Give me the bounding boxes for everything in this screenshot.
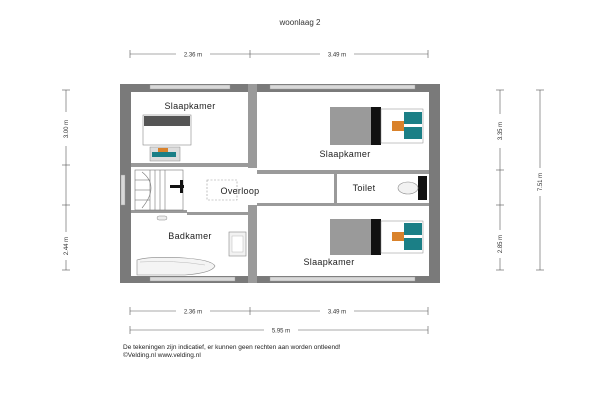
- room-label-slaapkamer-1: Slaapkamer: [164, 101, 216, 111]
- dim-bottom-total: 5.95 m: [271, 328, 291, 335]
- dim-top-right: 3.49 m: [327, 52, 347, 59]
- dim-right-upper: 3.35 m: [498, 121, 505, 141]
- dim-right-total: 7.51 m: [538, 172, 545, 192]
- dim-left-upper: 3.00 m: [64, 119, 71, 139]
- disclaimer-line-1: De tekeningen zijn indicatief, er kunnen geen rechten aan worden ontleend!: [123, 344, 341, 351]
- dim-left-lower: 2.44 m: [64, 236, 71, 256]
- floor-title: woonlaag 2: [279, 18, 321, 27]
- disclaimer-line-2: ©Velding.nl www.velding.nl: [123, 352, 201, 359]
- dim-bottom-right: 3.49 m: [327, 309, 347, 316]
- sink-icon: [229, 232, 246, 256]
- room-label-toilet: Toilet: [352, 183, 376, 193]
- dim-right-lower: 2.85 m: [498, 234, 505, 254]
- dim-top-left: 2.36 m: [183, 52, 203, 59]
- room-label-overloop: Overloop: [220, 186, 260, 196]
- dim-bottom-left: 2.36 m: [183, 309, 203, 316]
- room-label-slaapkamer-3: Slaapkamer: [303, 257, 355, 267]
- room-label-slaapkamer-2: Slaapkamer: [319, 149, 371, 159]
- double-bed-icon-2: [330, 219, 423, 255]
- disclaimer: [123, 344, 341, 360]
- room-label-badkamer: Badkamer: [168, 231, 212, 241]
- building: [120, 84, 440, 283]
- double-bed-icon: [330, 107, 423, 145]
- door-handle-icon: [157, 216, 167, 220]
